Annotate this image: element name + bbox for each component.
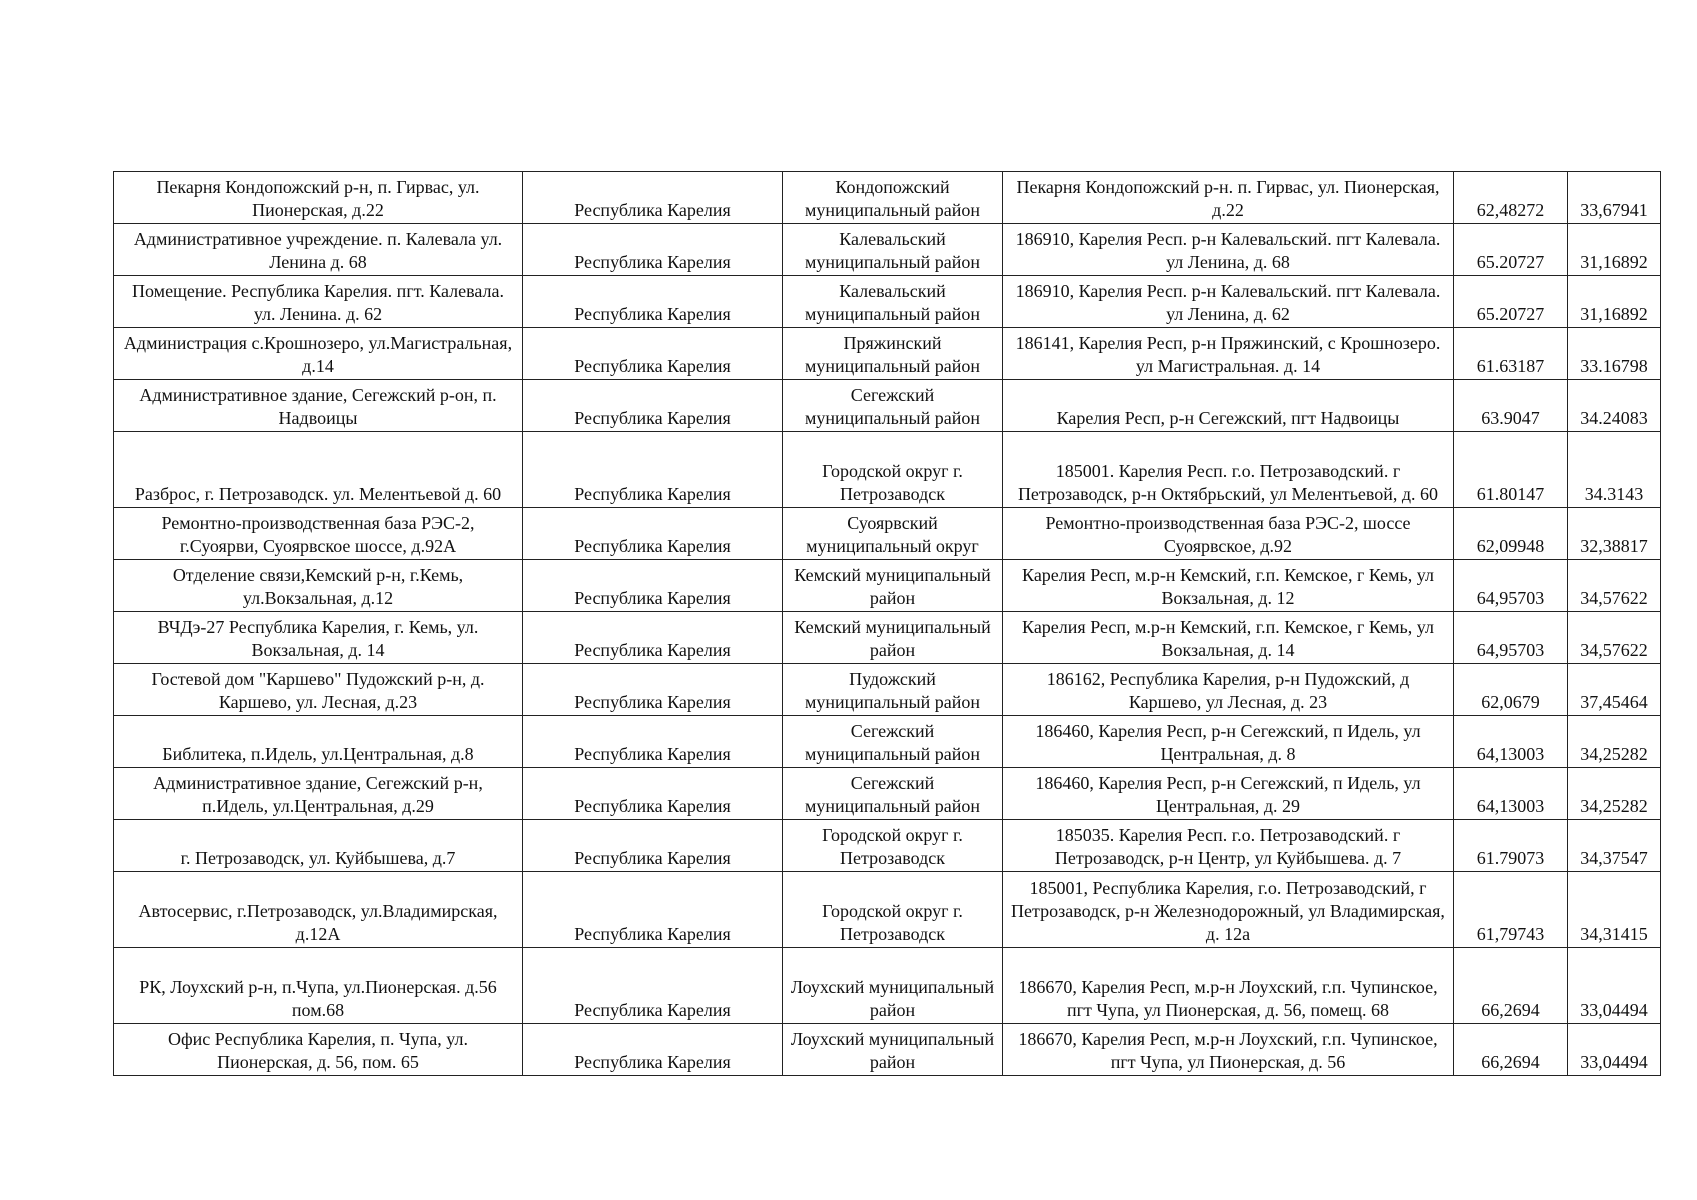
latitude-cell: 66,2694: [1454, 1024, 1568, 1076]
municipality-cell: Калевальский муниципальный район: [783, 224, 1003, 276]
table-row: [114, 380, 1661, 432]
latitude-cell: 61.79073: [1454, 820, 1568, 872]
region-cell: Республика Карелия: [523, 508, 783, 560]
longitude-cell: 34,25282: [1568, 716, 1661, 768]
object-name-cell: Администрация с.Крошнозеро, ул.Магистральная, д.14: [114, 328, 523, 380]
address-cell: 185035. Карелия Респ. г.о. Петрозаводский. г Петрозаводск, р-н Центр, ул Куйбышева. д. 7: [1003, 820, 1454, 872]
region-cell: Республика Карелия: [523, 432, 783, 508]
latitude-cell: 64,13003: [1454, 716, 1568, 768]
table-row: [114, 716, 1661, 768]
region-cell: Республика Карелия: [523, 224, 783, 276]
region-cell: Республика Карелия: [523, 612, 783, 664]
region-cell: Республика Карелия: [523, 276, 783, 328]
object-name-cell: Административное здание, Сегежский р-н, п.Идель, ул.Центральная, д.29: [114, 768, 523, 820]
region-cell: Республика Карелия: [523, 768, 783, 820]
address-cell: 186910, Карелия Респ. р-н Калевальский. пгт Калевала. ул Ленина, д. 62: [1003, 276, 1454, 328]
region-cell: Республика Карелия: [523, 560, 783, 612]
object-name-cell: Библитека, п.Идель, ул.Центральная, д.8: [114, 716, 523, 768]
longitude-cell: 33,67941: [1568, 172, 1661, 224]
region-cell: Республика Карелия: [523, 328, 783, 380]
municipality-cell: Кондопожский муниципальный район: [783, 172, 1003, 224]
longitude-cell: 37,45464: [1568, 664, 1661, 716]
latitude-cell: 61.63187: [1454, 328, 1568, 380]
region-cell: Республика Карелия: [523, 1024, 783, 1076]
object-name-cell: Административное здание, Сегежский р-он, п. Надвоицы: [114, 380, 523, 432]
table-row: [114, 224, 1661, 276]
address-cell: 186670, Карелия Респ, м.р-н Лоухский, г.п. Чупинское, пгт Чупа, ул Пионерская, д. 56: [1003, 1024, 1454, 1076]
address-cell: 186141, Карелия Респ, р-н Пряжинский, с Крошнозеро. ул Магистральная. д. 14: [1003, 328, 1454, 380]
latitude-cell: 62,48272: [1454, 172, 1568, 224]
table-row: [114, 172, 1661, 224]
table-row: [114, 768, 1661, 820]
longitude-cell: 34,31415: [1568, 872, 1661, 948]
table-row: [114, 948, 1661, 1024]
municipality-cell: Пряжинский муниципальный район: [783, 328, 1003, 380]
address-cell: Карелия Респ, м.р-н Кемский, г.п. Кемское, г Кемь, ул Вокзальная, д. 12: [1003, 560, 1454, 612]
object-name-cell: Офис Республика Карелия, п. Чупа, ул. Пионерская, д. 56, пом. 65: [114, 1024, 523, 1076]
object-name-cell: Административное учреждение. п. Калевала ул. Ленина д. 68: [114, 224, 523, 276]
object-name-cell: Отделение связи,Кемский р-н, г.Кемь, ул.Вокзальная, д.12: [114, 560, 523, 612]
municipality-cell: Городской округ г. Петрозаводск: [783, 820, 1003, 872]
municipality-cell: Кемский муниципальный район: [783, 560, 1003, 612]
longitude-cell: 34.3143: [1568, 432, 1661, 508]
address-cell: Пекарня Кондопожский р-н. п. Гирвас, ул. Пионерская, д.22: [1003, 172, 1454, 224]
longitude-cell: 34,57622: [1568, 560, 1661, 612]
latitude-cell: 61.80147: [1454, 432, 1568, 508]
municipality-cell: Городской округ г. Петрозаводск: [783, 872, 1003, 948]
latitude-cell: 64,13003: [1454, 768, 1568, 820]
latitude-cell: 63.9047: [1454, 380, 1568, 432]
table-row: [114, 664, 1661, 716]
object-name-cell: Гостевой дом "Каршево" Пудожский р-н, д. Каршево, ул. Лесная, д.23: [114, 664, 523, 716]
municipality-cell: Пудожский муниципальный район: [783, 664, 1003, 716]
municipality-cell: Сегежский муниципальный район: [783, 380, 1003, 432]
region-cell: Республика Карелия: [523, 172, 783, 224]
address-cell: 186460, Карелия Респ, р-н Сегежский, п Идель, ул Центральная, д. 8: [1003, 716, 1454, 768]
address-cell: Ремонтно-производственная база РЭС-2, шоссе Суоярвское, д.92: [1003, 508, 1454, 560]
object-name-cell: Разброс, г. Петрозаводск. ул. Мелентьевой д. 60: [114, 432, 523, 508]
table-row: [114, 328, 1661, 380]
municipality-cell: Сегежский муниципальный район: [783, 768, 1003, 820]
municipality-cell: Сегежский муниципальный район: [783, 716, 1003, 768]
address-cell: 186460, Карелия Респ, р-н Сегежский, п Идель, ул Центральная, д. 29: [1003, 768, 1454, 820]
municipality-cell: Лоухский муниципальный район: [783, 1024, 1003, 1076]
latitude-cell: 65.20727: [1454, 276, 1568, 328]
region-cell: Республика Карелия: [523, 948, 783, 1024]
longitude-cell: 33,04494: [1568, 948, 1661, 1024]
longitude-cell: 33.16798: [1568, 328, 1661, 380]
region-cell: Республика Карелия: [523, 872, 783, 948]
address-cell: 186162, Республика Карелия, р-н Пудожский, д Каршево, ул Лесная, д. 23: [1003, 664, 1454, 716]
latitude-cell: 61,79743: [1454, 872, 1568, 948]
table-row: [114, 872, 1661, 948]
object-name-cell: Автосервис, г.Петрозаводск, ул.Владимирская, д.12А: [114, 872, 523, 948]
municipality-cell: Калевальский муниципальный район: [783, 276, 1003, 328]
latitude-cell: 62,0679: [1454, 664, 1568, 716]
object-name-cell: Пекарня Кондопожский р-н, п. Гирвас, ул. Пионерская, д.22: [114, 172, 523, 224]
longitude-cell: 31,16892: [1568, 276, 1661, 328]
table-row: [114, 560, 1661, 612]
table-row: [114, 432, 1661, 508]
longitude-cell: 34,57622: [1568, 612, 1661, 664]
object-name-cell: РК, Лоухский р-н, п.Чупа, ул.Пионерская. д.56 пом.68: [114, 948, 523, 1024]
municipality-cell: Городской округ г. Петрозаводск: [783, 432, 1003, 508]
region-cell: Республика Карелия: [523, 380, 783, 432]
region-cell: Республика Карелия: [523, 664, 783, 716]
address-table: [113, 171, 1661, 1076]
object-name-cell: ВЧДэ-27 Республика Карелия, г. Кемь, ул. Вокзальная, д. 14: [114, 612, 523, 664]
table-row: [114, 612, 1661, 664]
table-row: [114, 820, 1661, 872]
municipality-cell: Кемский муниципальный район: [783, 612, 1003, 664]
municipality-cell: Лоухский муниципальный район: [783, 948, 1003, 1024]
table-row: [114, 508, 1661, 560]
address-cell: 185001. Карелия Респ. г.о. Петрозаводский. г Петрозаводск, р-н Октябрьский, ул Мелентьевой, д. 60: [1003, 432, 1454, 508]
region-cell: Республика Карелия: [523, 820, 783, 872]
object-name-cell: Ремонтно-производственная база РЭС-2, г.Суоярви, Суоярвское шоссе, д.92А: [114, 508, 523, 560]
latitude-cell: 64,95703: [1454, 612, 1568, 664]
longitude-cell: 33,04494: [1568, 1024, 1661, 1076]
address-cell: 186910, Карелия Респ. р-н Калевальский. пгт Калевала. ул Ленина, д. 68: [1003, 224, 1454, 276]
address-cell: Карелия Респ, м.р-н Кемский, г.п. Кемское, г Кемь, ул Вокзальная, д. 14: [1003, 612, 1454, 664]
longitude-cell: 34.24083: [1568, 380, 1661, 432]
region-cell: Республика Карелия: [523, 716, 783, 768]
address-cell: Карелия Респ, р-н Сегежский, пгт Надвоицы: [1003, 380, 1454, 432]
address-cell: 185001, Республика Карелия, г.о. Петрозаводский, г Петрозаводск, р-н Железнодорожный, ул Владимирская, д. 12а: [1003, 872, 1454, 948]
table-body: [114, 172, 1661, 1076]
table-row: [114, 276, 1661, 328]
longitude-cell: 34,37547: [1568, 820, 1661, 872]
latitude-cell: 64,95703: [1454, 560, 1568, 612]
latitude-cell: 62,09948: [1454, 508, 1568, 560]
longitude-cell: 32,38817: [1568, 508, 1661, 560]
longitude-cell: 31,16892: [1568, 224, 1661, 276]
latitude-cell: 66,2694: [1454, 948, 1568, 1024]
object-name-cell: Помещение. Республика Карелия. пгт. Калевала. ул. Ленина. д. 62: [114, 276, 523, 328]
longitude-cell: 34,25282: [1568, 768, 1661, 820]
address-cell: 186670, Карелия Респ, м.р-н Лоухский, г.п. Чупинское, пгт Чупа, ул Пионерская, д. 56, помещ. 68: [1003, 948, 1454, 1024]
table-row: [114, 1024, 1661, 1076]
latitude-cell: 65.20727: [1454, 224, 1568, 276]
municipality-cell: Суоярвский муниципальный округ: [783, 508, 1003, 560]
object-name-cell: г. Петрозаводск, ул. Куйбышева, д.7: [114, 820, 523, 872]
